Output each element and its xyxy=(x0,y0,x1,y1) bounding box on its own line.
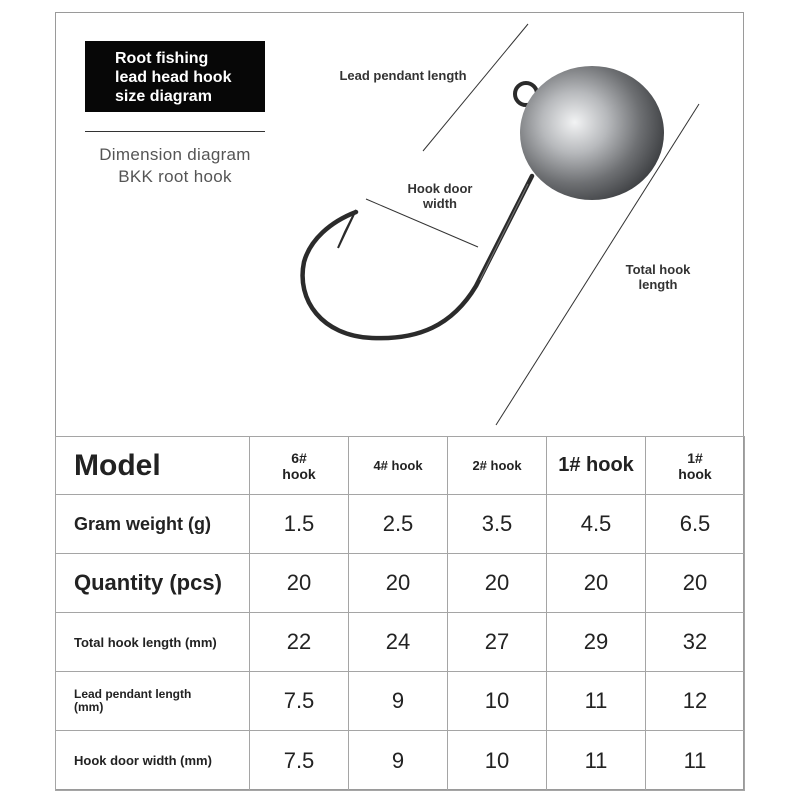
table-cell: 11 xyxy=(547,672,646,731)
col-header-2: 2# hook xyxy=(448,437,547,495)
table-row-quantity xyxy=(56,554,745,613)
table-cell: 27 xyxy=(448,613,547,672)
row-label-lead-pendant-line-2: (mm) xyxy=(74,700,104,714)
hook-door-label-line-2: width xyxy=(423,196,457,211)
table-cell: 10 xyxy=(448,672,547,731)
col-header-6-line-1: 6# xyxy=(291,449,307,466)
row-label-total-hook-length: Total hook length (mm) xyxy=(56,613,250,672)
table-cell: 20 xyxy=(547,554,646,613)
table-cell: 9 xyxy=(349,672,448,731)
total-hook-label xyxy=(612,262,704,292)
subtitle-line-2: BKK root hook xyxy=(118,167,232,186)
col-header-1b xyxy=(646,437,745,495)
table-row-hook-door-width xyxy=(56,731,745,791)
subtitle-line-1: Dimension diagram xyxy=(99,145,251,164)
lead-pendant-label: Lead pendant length xyxy=(339,68,467,83)
col-header-4: 4# hook xyxy=(349,437,448,495)
row-label-hook-door-width: Hook door width (mm) xyxy=(56,731,250,791)
row-label-lead-pendant-length xyxy=(56,672,250,731)
table-cell: 3.5 xyxy=(448,495,547,554)
table-cell: 29 xyxy=(547,613,646,672)
hook-door-label xyxy=(395,181,485,211)
table-cell: 7.5 xyxy=(250,672,349,731)
table-cell: 1.5 xyxy=(250,495,349,554)
table-cell: 7.5 xyxy=(250,731,349,791)
row-label-quantity: Quantity (pcs) xyxy=(56,554,250,613)
table-cell: 2.5 xyxy=(349,495,448,554)
table-cell: 20 xyxy=(646,554,745,613)
col-header-6 xyxy=(250,437,349,495)
table-row-gram-weight xyxy=(56,495,745,554)
table-cell: 32 xyxy=(646,613,745,672)
table-row-lead-pendant-length xyxy=(56,672,745,731)
table-cell: 12 xyxy=(646,672,745,731)
spec-table xyxy=(55,436,745,791)
table-cell: 20 xyxy=(349,554,448,613)
table-cell: 10 xyxy=(448,731,547,791)
total-hook-label-line-2: length xyxy=(638,277,678,292)
col-header-1b-line-2: hook xyxy=(678,465,712,482)
row-label-lead-pendant-line-1: Lead pendant length xyxy=(74,687,192,701)
col-header-1a: 1# hook xyxy=(547,437,646,495)
table-cell: 11 xyxy=(646,731,745,791)
title-line-3: size diagram xyxy=(115,88,212,105)
table-cell: 20 xyxy=(250,554,349,613)
lead-pendant-dimension-line xyxy=(423,24,528,151)
col-header-1b-line-1: 1# xyxy=(687,449,703,466)
table-cell: 20 xyxy=(448,554,547,613)
col-header-6-line-2: hook xyxy=(282,465,316,482)
table-cell: 9 xyxy=(349,731,448,791)
table-cell: 11 xyxy=(547,731,646,791)
title-line-2: lead head hook xyxy=(115,69,232,86)
table-cell: 4.5 xyxy=(547,495,646,554)
lead-head xyxy=(520,66,664,200)
row-label-gram-weight: Gram weight (g) xyxy=(56,495,250,554)
table-header-row xyxy=(56,437,745,495)
hook-shank-highlight xyxy=(480,184,528,280)
model-header: Model xyxy=(56,437,250,495)
table-cell: 22 xyxy=(250,613,349,672)
table-cell: 6.5 xyxy=(646,495,745,554)
table-cell: 24 xyxy=(349,613,448,672)
total-hook-label-line-1: Total hook xyxy=(625,262,691,277)
hook-door-label-line-1: Hook door xyxy=(407,181,473,196)
title-line-1: Root fishing xyxy=(115,50,209,67)
table-row-total-hook-length xyxy=(56,613,745,672)
